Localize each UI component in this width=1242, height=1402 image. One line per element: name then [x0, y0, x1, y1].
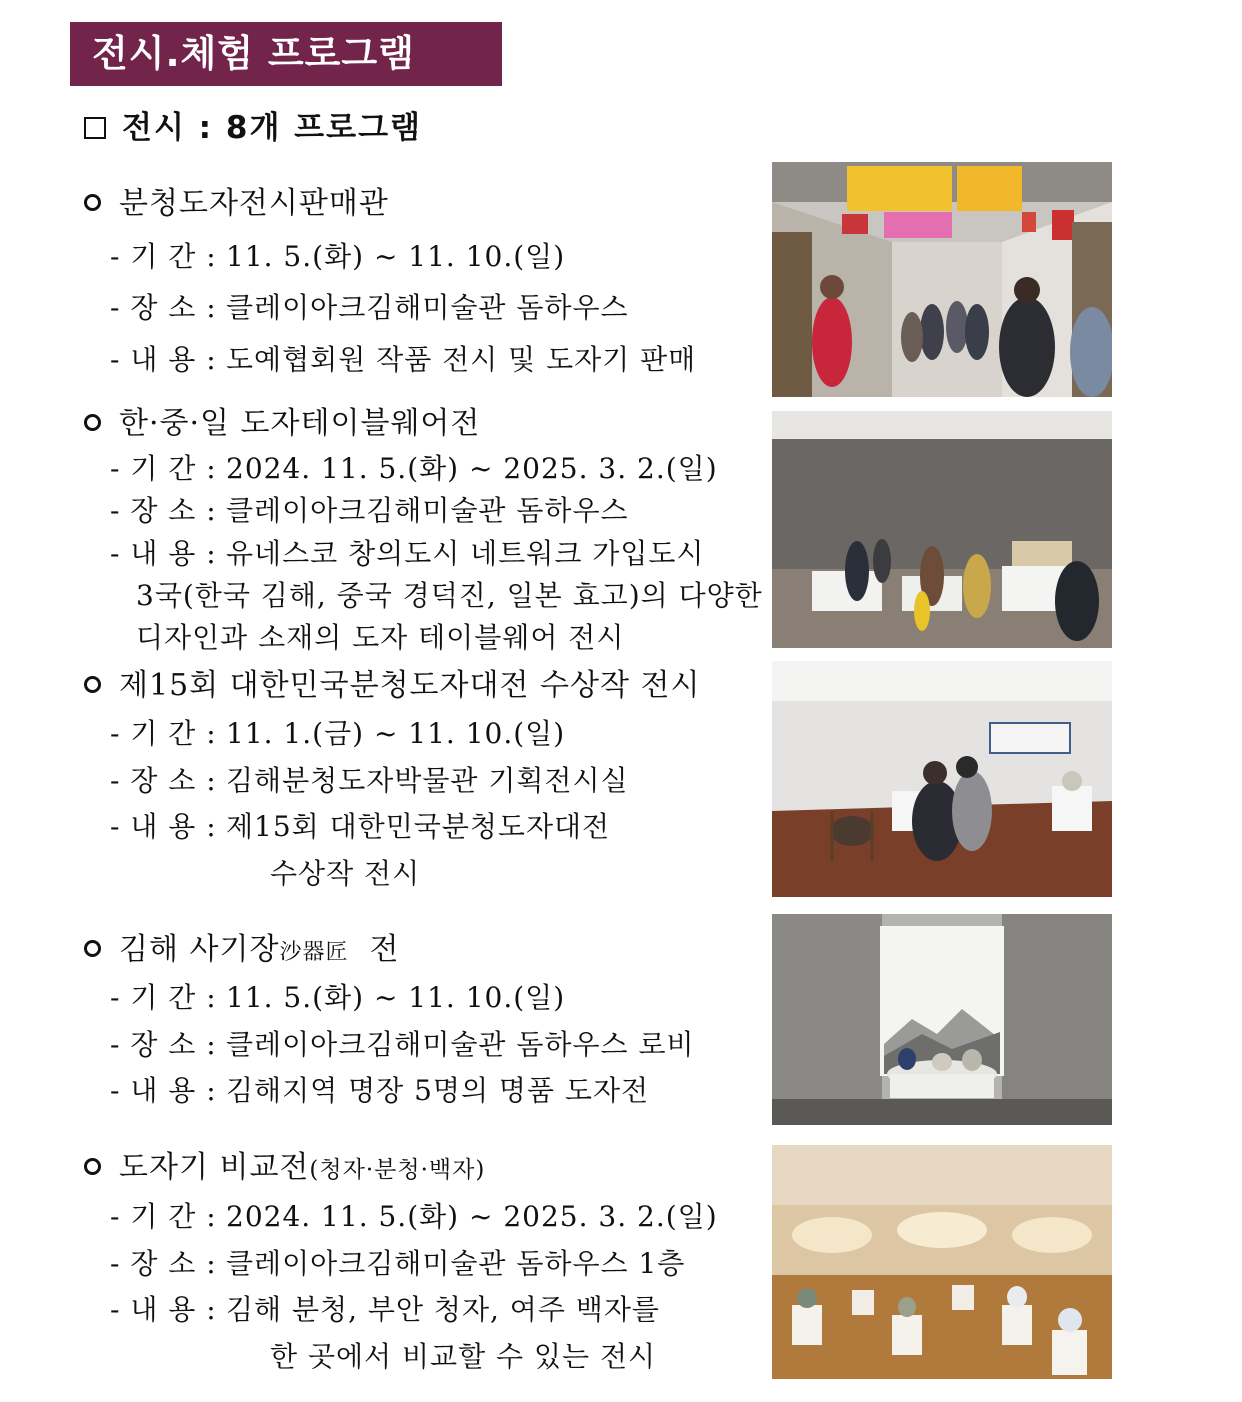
program-period: - 기 간 : 11. 1.(금) ~ 11. 10.(일)	[110, 717, 566, 750]
program-place: - 장 소 : 김해분청도자박물관 기획전시실	[110, 764, 629, 797]
program-title: 도자기 비교전(청자·분청·백자)	[84, 1148, 485, 1190]
section-heading-text: 전시 : 8개 프로그램	[122, 110, 422, 146]
circle-bullet-icon	[84, 940, 101, 957]
pottery-market-photo	[772, 162, 1112, 397]
program-period: - 기 간 : 2024. 11. 5.(화) ~ 2025. 3. 2.(일)	[110, 452, 718, 485]
tableware-exhibition-photo	[772, 411, 1112, 648]
program-period: - 기 간 : 11. 5.(화) ~ 11. 10.(일)	[110, 240, 566, 273]
program-title: 김해 사기장沙器匠 전	[84, 930, 400, 973]
program-content-line: 수상작 전시	[270, 857, 421, 890]
program-content: - 내 용 : 유네스코 창의도시 네트워크 가입도시	[110, 537, 705, 570]
program-period: - 기 간 : 11. 5.(화) ~ 11. 10.(일)	[110, 981, 566, 1014]
award-exhibition-photo	[772, 661, 1112, 897]
program-title: 분청도자전시판매관	[84, 184, 389, 224]
section-heading	[84, 106, 422, 150]
program-content: - 내 용 : 김해 분청, 부안 청자, 여주 백자를	[110, 1293, 660, 1326]
master-potter-photo	[772, 914, 1112, 1125]
program-place: - 장 소 : 클레이아크김해미술관 돔하우스	[110, 494, 629, 527]
program-content-line: 한 곳에서 비교할 수 있는 전시	[270, 1340, 657, 1373]
program-content: - 내 용 : 제15회 대한민국분청도자대전	[110, 810, 611, 843]
page-banner	[70, 22, 502, 86]
program-title: 한·중·일 도자테이블웨어전	[84, 404, 480, 444]
program-period: - 기 간 : 2024. 11. 5.(화) ~ 2025. 3. 2.(일)	[110, 1200, 718, 1233]
circle-bullet-icon	[84, 676, 101, 693]
circle-bullet-icon	[84, 194, 101, 211]
program-content-line: 3국(한국 김해, 중국 경덕진, 일본 효고)의 다양한	[136, 579, 763, 612]
circle-bullet-icon	[84, 1158, 101, 1175]
banner-title: 전시.체험 프로그램	[92, 32, 415, 75]
program-content: - 내 용 : 김해지역 명장 5명의 명품 도자전	[110, 1074, 650, 1107]
circle-bullet-icon	[84, 414, 101, 431]
program-place: - 장 소 : 클레이아크김해미술관 돔하우스	[110, 291, 629, 324]
program-place: - 장 소 : 클레이아크김해미술관 돔하우스 1층	[110, 1247, 686, 1280]
program-place: - 장 소 : 클레이아크김해미술관 돔하우스 로비	[110, 1028, 695, 1061]
program-content: - 내 용 : 도예협회원 작품 전시 및 도자기 판매	[110, 343, 697, 376]
program-content-line: 디자인과 소재의 도자 테이블웨어 전시	[136, 621, 625, 654]
program-title: 제15회 대한민국분청도자대전 수상작 전시	[84, 666, 700, 706]
empty-square-icon	[84, 117, 106, 139]
comparison-exhibition-photo	[772, 1145, 1112, 1379]
